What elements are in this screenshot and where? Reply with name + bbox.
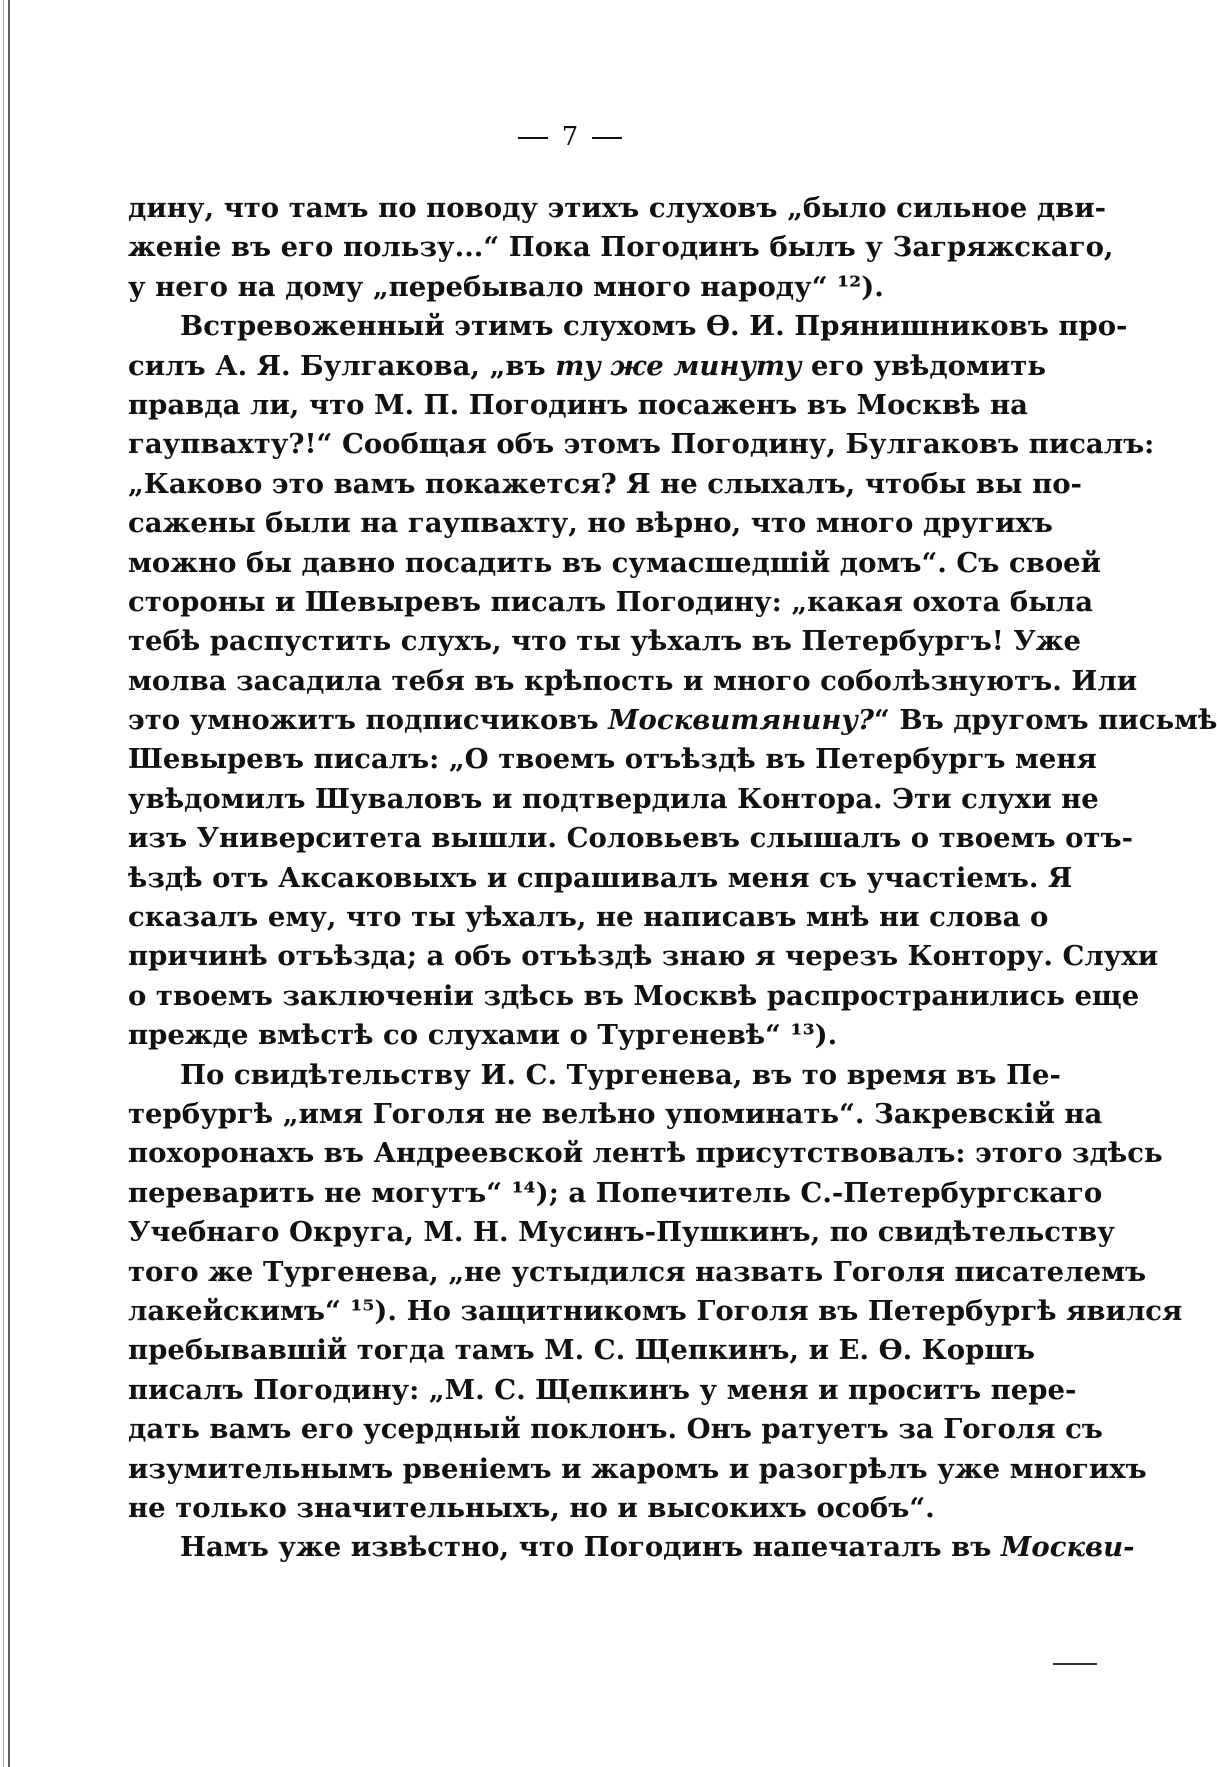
line-text: дину, что тамъ по поводу этихъ слуховъ „было сильное дви-	[128, 192, 1107, 224]
text-line	[128, 1174, 1103, 1213]
line-text: тербургѣ „имя Гоголя не велѣно упоминать“. Закревскій на	[128, 1097, 1103, 1130]
text-line	[128, 228, 1114, 267]
text-line	[128, 937, 1159, 976]
text-line	[128, 425, 1155, 464]
text-line	[128, 819, 1134, 858]
text-line	[128, 1056, 1061, 1095]
text-line	[128, 859, 1073, 898]
footnote-rule	[1053, 1663, 1097, 1665]
text-line	[128, 898, 1049, 937]
line-text: гаупвахту?!“ Сообщая объ этомъ Погодину, Булгаковъ писалъ:	[128, 428, 1155, 461]
line-text: пребывавшій тогда тамъ М. С. Щепкинъ, и Е. Ѳ. Коршъ	[128, 1334, 1035, 1367]
text-line	[128, 662, 1138, 701]
body-text	[128, 189, 1217, 1568]
text-line	[128, 1213, 1115, 1252]
line-text: лакейскимъ“ ¹⁵). Но защитникомъ Гоголя въ Петербургѣ явился	[128, 1294, 1183, 1327]
line-text: писалъ Погодину: „М. С. Щепкинъ у меня и проситъ пере-	[128, 1373, 1077, 1406]
line-text: сажены были на гаупвахту, но вѣрно, что много другихъ	[128, 507, 1053, 540]
text-line	[128, 1489, 938, 1528]
text-line	[128, 1450, 1147, 1489]
text-line	[128, 1253, 1147, 1292]
text-line	[128, 347, 1047, 386]
text-line	[128, 386, 1028, 425]
line-text: изумительнымъ рвеніемъ и жаромъ и разогрѣлъ уже многихъ	[128, 1452, 1147, 1485]
line-text: правда ли, что М. П. Погодинъ посаженъ въ Москвѣ на	[128, 388, 1028, 421]
line-text: прежде вмѣстѣ со слухами о Тургеневѣ“ ¹³).	[128, 1019, 838, 1052]
text-line	[128, 1095, 1103, 1134]
text-line	[128, 544, 1102, 583]
text-line	[128, 465, 1082, 504]
text-line	[128, 1134, 1163, 1173]
line-text: Шевыревъ писалъ: „О твоемъ отъѣздѣ въ Петербургъ меня	[128, 743, 1097, 776]
line-text: у него на дому „перебывало много народу“ ¹²).	[128, 270, 884, 303]
line-text: изъ Университета вышли. Соловьевъ слышалъ о твоемъ отъ-	[128, 822, 1134, 855]
text-line	[128, 1292, 1183, 1331]
text-line	[128, 1371, 1077, 1410]
text-line	[128, 583, 1094, 622]
text-line	[128, 1410, 1103, 1449]
text-line	[128, 622, 1081, 661]
scan-edge-line	[3, 0, 4, 1767]
line-text: Учебнаго Округа, М. Н. Мусинъ-Пушкинъ, по свидѣтельству	[128, 1216, 1115, 1249]
italic-text: Москви-	[1000, 1531, 1135, 1564]
text-line	[128, 1528, 1135, 1567]
line-text: Встревоженный этимъ слухомъ Ѳ. И. Прянишниковъ про-	[180, 310, 1128, 343]
text-line	[128, 740, 1097, 779]
page-header	[0, 122, 1140, 152]
line-text: похоронахъ въ Андреевской лентѣ присутствовалъ: этого здѣсь	[128, 1137, 1163, 1170]
scan-binding-edge	[8, 0, 10, 1767]
line-text: это умножитъ подписчиковъ	[128, 704, 609, 737]
line-text: тебѣ распустить слухъ, что ты уѣхалъ въ Петербургъ! Уже	[128, 625, 1081, 658]
line-text: не только значительныхъ, но и высокихъ особъ“.	[128, 1491, 935, 1524]
line-text: причинѣ отъѣзда; а объ отъѣздѣ знаю я черезъ Контору. Слухи	[128, 940, 1159, 973]
italic-text: ту же минуту	[555, 349, 802, 382]
line-text: женіе въ его пользу...“ Пока Погодинъ былъ у Загряжскаго,	[128, 231, 1114, 264]
line-text: дать вамъ его усердный поклонъ. Онъ ратуетъ за Гоголя съ	[128, 1413, 1103, 1446]
text-line	[128, 307, 1128, 346]
line-text: “ Въ другомъ письмѣ	[873, 704, 1217, 737]
line-text: увѣдомилъ Шуваловъ и подтвердила Контора. Эти слухи не	[128, 782, 1099, 815]
text-line	[128, 1331, 1035, 1370]
text-line	[128, 268, 938, 307]
line-text: можно бы давно посадить въ сумасшедшій домъ“. Съ своей	[128, 546, 1102, 579]
line-text: сказалъ ему, что ты уѣхалъ, не написавъ мнѣ ни слова о	[128, 901, 1049, 934]
line-text: ѣздѣ отъ Аксаковыхъ и спрашивалъ меня съ участіемъ. Я	[128, 861, 1073, 894]
line-text: силъ А. Я. Булгакова, „въ	[128, 349, 556, 382]
line-text: того же Тургенева, „не устыдился назвать Гоголя писателемъ	[128, 1255, 1147, 1288]
line-text: о твоемъ заключеніи здѣсь въ Москвѣ распространились еще	[128, 979, 1140, 1012]
header-dash-left	[518, 137, 548, 139]
text-line	[128, 977, 1140, 1016]
page-number: 7	[561, 122, 579, 152]
line-text: переварить не могутъ“ ¹⁴); а Попечитель С.-Петербургскаго	[128, 1176, 1103, 1209]
header-dash-right	[592, 137, 622, 139]
line-text: Намъ уже извѣстно, что Погодинъ напечаталъ въ	[180, 1531, 1001, 1564]
text-line	[128, 189, 1107, 228]
line-text: стороны и Шевыревъ писалъ Погодину: „какая охота была	[128, 585, 1094, 618]
text-line	[128, 780, 1099, 819]
text-line	[128, 1016, 938, 1055]
text-line	[128, 701, 1217, 740]
italic-text: Москвитянину?	[608, 704, 874, 737]
line-text: „Каково это вамъ покажется? Я не слыхалъ, чтобы вы по-	[128, 467, 1082, 500]
line-text: его увѣдомить	[801, 349, 1047, 382]
line-text: молва засадила тебя въ крѣпость и много соболѣзнуютъ. Или	[128, 664, 1138, 697]
text-line	[128, 504, 1053, 543]
line-text: По свидѣтельству И. С. Тургенева, въ то время въ Пе-	[180, 1058, 1061, 1091]
